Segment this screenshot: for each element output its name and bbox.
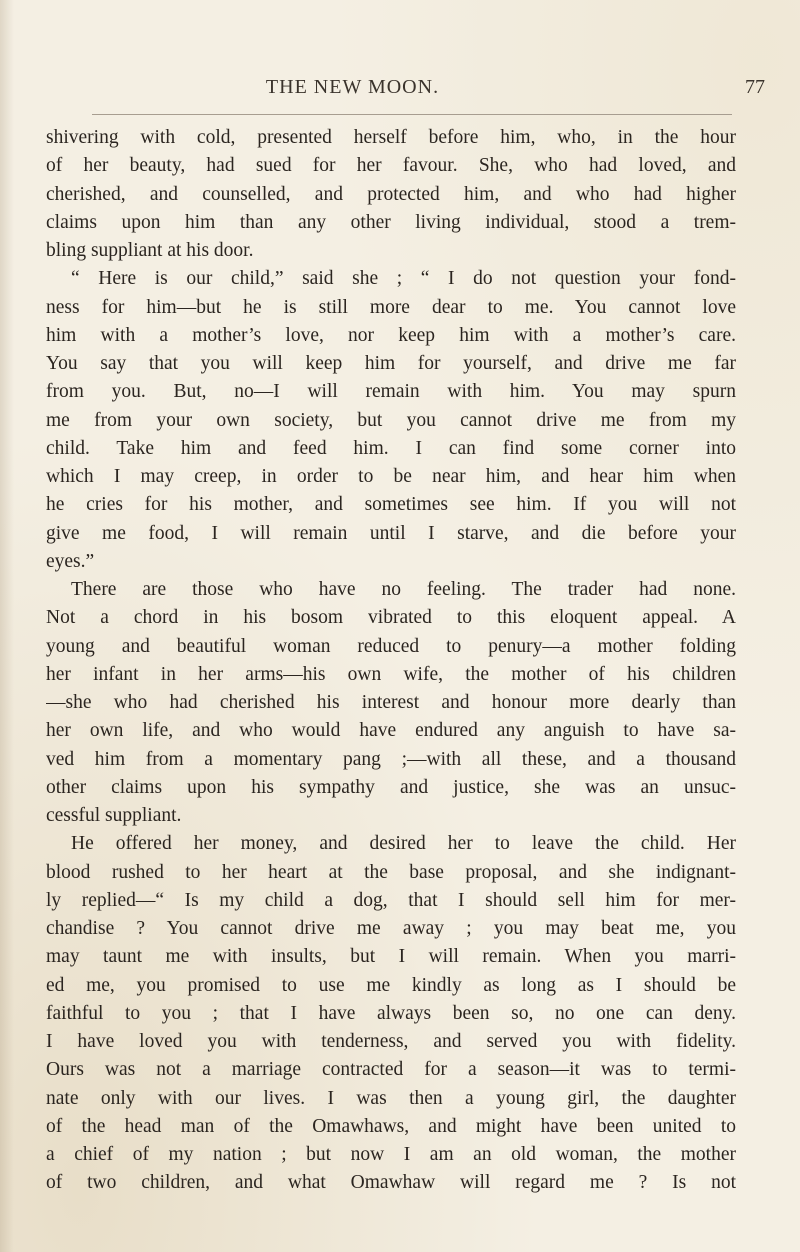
- body-text: [46, 124, 736, 1198]
- text-line: ved him from a momentary pang ;—with all these, and a thousand: [46, 748, 736, 770]
- text-line: eyes.”: [46, 550, 95, 572]
- text-line: give me food, I will remain until I starve, and die before your: [46, 522, 736, 544]
- text-line: He offered her money, and desired her to leave the child. Her: [71, 833, 736, 855]
- page-gutter-shadow: [0, 0, 14, 1252]
- text-line: ed me, you promised to use me kindly as long as I should be: [46, 974, 736, 996]
- text-line: blood rushed to her heart at the base proposal, and she indignant-: [46, 861, 736, 883]
- text-line: You say that you will keep him for yourself, and drive me far: [46, 353, 736, 374]
- text-line: from you. But, no—I will remain with him. You may spurn: [46, 381, 736, 403]
- text-line: child. Take him and feed him. I can find some corner into: [46, 437, 736, 459]
- text-line: Not a chord in his bosom vibrated to this eloquent appeal. A: [46, 607, 736, 629]
- text-line: Ours was not a marriage contracted for a season—it was to termi-: [46, 1059, 736, 1081]
- text-line: which I may creep, in order to be near him, and hear him when: [46, 466, 736, 487]
- text-line: he cries for his mother, and sometimes see him. If you will not: [46, 494, 736, 516]
- text-line: cherished, and counselled, and protected him, and who had higher: [46, 183, 736, 205]
- text-line: young and beautiful woman reduced to penury—a mother folding: [46, 635, 736, 657]
- text-line: ness for him—but he is still more dear to me. You cannot love: [46, 296, 736, 318]
- text-line: cessful suppliant.: [46, 805, 182, 826]
- text-line: chandise ? You cannot drive me away ; you may beat me, you: [46, 918, 736, 939]
- text-line: I have loved you with tenderness, and served you with fidelity.: [46, 1031, 736, 1052]
- text-line: of her beauty, had sued for her favour. She, who had loved, and: [46, 155, 736, 177]
- text-line: of two children, and what Omawhaw will regard me ? Is not: [46, 1172, 736, 1194]
- text-line: ly replied—“ Is my child a dog, that I should sell him for mer-: [46, 889, 736, 911]
- text-line: a chief of my nation ; but now I am an old woman, the mother: [46, 1144, 736, 1165]
- header-rule: [92, 114, 732, 115]
- text-line: her own life, and who would have endured any anguish to have sa-: [46, 720, 736, 742]
- text-line: shivering with cold, presented herself before him, who, in the hour: [46, 127, 736, 148]
- text-line: —she who had cherished his interest and honour more dearly than: [46, 692, 736, 713]
- text-line: of the head man of the Omawhaws, and might have been united to: [46, 1115, 736, 1137]
- text-line: bling suppliant at his door.: [46, 240, 254, 261]
- text-line: her infant in her arms—his own wife, the mother of his children: [46, 663, 736, 685]
- text-line: There are those who have no feeling. The trader had none.: [71, 579, 736, 600]
- text-line: faithful to you ; that I have always been so, no one can deny.: [46, 1002, 736, 1024]
- text-line: “ Here is our child,” said she ; “ I do not question your fond-: [71, 268, 736, 290]
- text-line: other claims upon his sympathy and justice, she was an unsuc-: [46, 776, 736, 798]
- page-header: [40, 72, 785, 102]
- page-number: 77: [745, 76, 765, 98]
- text-line: claims upon him than any other living individual, stood a trem-: [46, 211, 736, 233]
- text-line: him with a mother’s love, nor keep him with a mother’s care.: [46, 324, 736, 346]
- running-head: THE NEW MOON.: [265, 76, 440, 98]
- text-line: nate only with our lives. I was then a young girl, the daughter: [46, 1087, 736, 1109]
- text-line: me from your own society, but you cannot drive me from my: [46, 409, 736, 431]
- text-line: may taunt me with insults, but I will remain. When you marri-: [46, 946, 736, 968]
